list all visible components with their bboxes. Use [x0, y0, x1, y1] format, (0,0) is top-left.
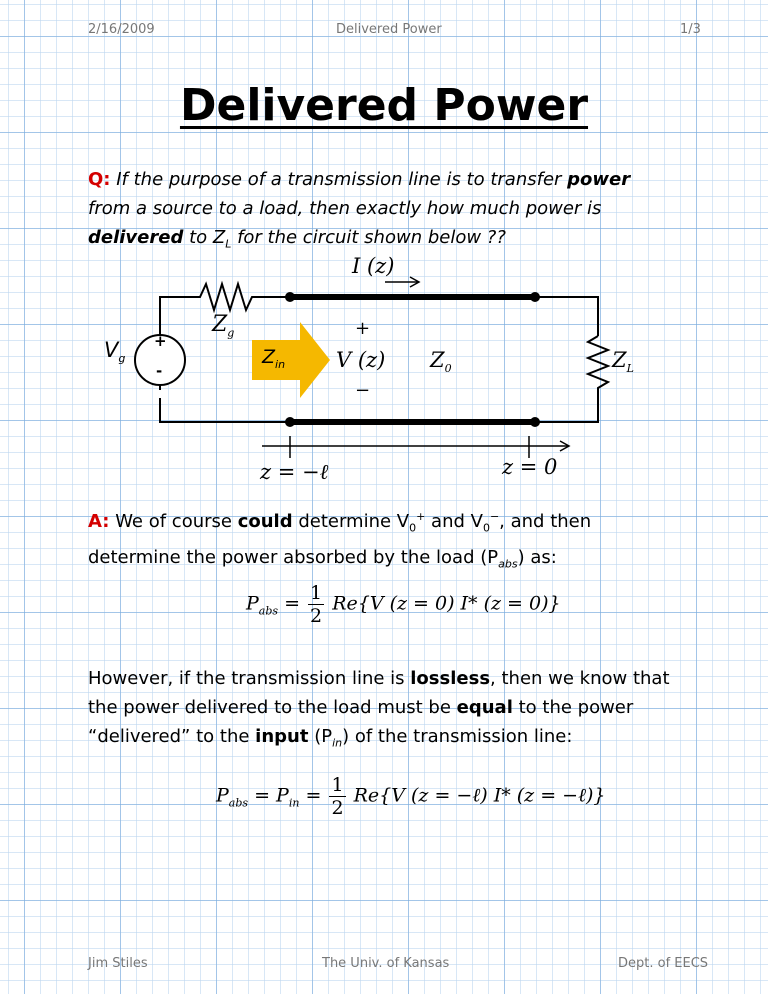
current-label: I (z): [352, 254, 395, 278]
wire-top-right: [535, 297, 598, 336]
node-bottom-right: [530, 417, 540, 427]
wire-bottom-left: [160, 398, 290, 422]
header-date: 2/16/2009: [88, 22, 155, 37]
zg-label: $Z_g$: [212, 312, 235, 340]
header-page: 1/3: [680, 22, 701, 37]
zl-label: $Z_L$: [612, 348, 634, 376]
question-text-4: for the circuit shown below ??: [231, 227, 506, 248]
question-text-3: to Z: [183, 227, 226, 248]
answer-paragraph: A: We of course could determine $V_0^+$ and $V_0^-$, and then determine the power absorbed by the load $(P_{abs})$ as:: [88, 510, 592, 571]
paragraph-2: However, if the transmission line is lossless, then we know that the power delivered to the load must be equal to the power “delivered” to the input $(P_{in})$ of the transmission line:: [88, 668, 670, 750]
footer-author: Jim Stiles: [88, 956, 148, 971]
para2-emph-input: input: [255, 726, 309, 747]
equation-2: $P_{abs} = P_{in}$ = $\frac{1}{2}$ Re{V (z = −ℓ) I* (z = −ℓ)}: [216, 774, 606, 819]
source-plus: +: [154, 332, 167, 350]
footer-dept: Dept. of EECS: [618, 956, 709, 971]
v-minus: −: [355, 380, 371, 401]
node-top-left: [285, 292, 295, 302]
source-minus: -: [156, 362, 163, 380]
v-plus: +: [355, 318, 371, 339]
answer-emph-could: could: [237, 511, 293, 532]
equation-1: $P_{abs}$ = $\frac{1}{2}$ Re{V (z = 0) I* (z = 0)}: [246, 582, 561, 627]
vz-label: V (z): [336, 348, 386, 372]
question-emph-delivered: delivered: [88, 227, 184, 248]
question-zl-sub: L: [225, 237, 232, 251]
question-text-1: If the purpose of a transmission line is to transfer: [116, 169, 568, 190]
z-left-label: z = −ℓ: [260, 460, 329, 484]
question-text-2: from a source to a load, then exactly how much power is: [88, 198, 602, 219]
zl-resistor: [535, 336, 608, 422]
question-label: Q:: [88, 169, 111, 190]
page-title: Delivered Power: [179, 80, 589, 131]
z-right-label: z = 0: [502, 455, 558, 479]
zin-label: $Z_{in}$: [262, 346, 286, 371]
z0-label: $Z_0$: [430, 348, 452, 376]
para2-emph-lossless: lossless: [410, 668, 491, 689]
answer-label: A:: [88, 511, 110, 532]
footer-univ: The Univ. of Kansas: [322, 956, 450, 971]
question-emph-power: power: [567, 169, 631, 190]
vg-label: $V_g$: [104, 338, 126, 366]
header-title: Delivered Power: [336, 22, 442, 37]
para2-emph-equal: equal: [456, 697, 513, 718]
